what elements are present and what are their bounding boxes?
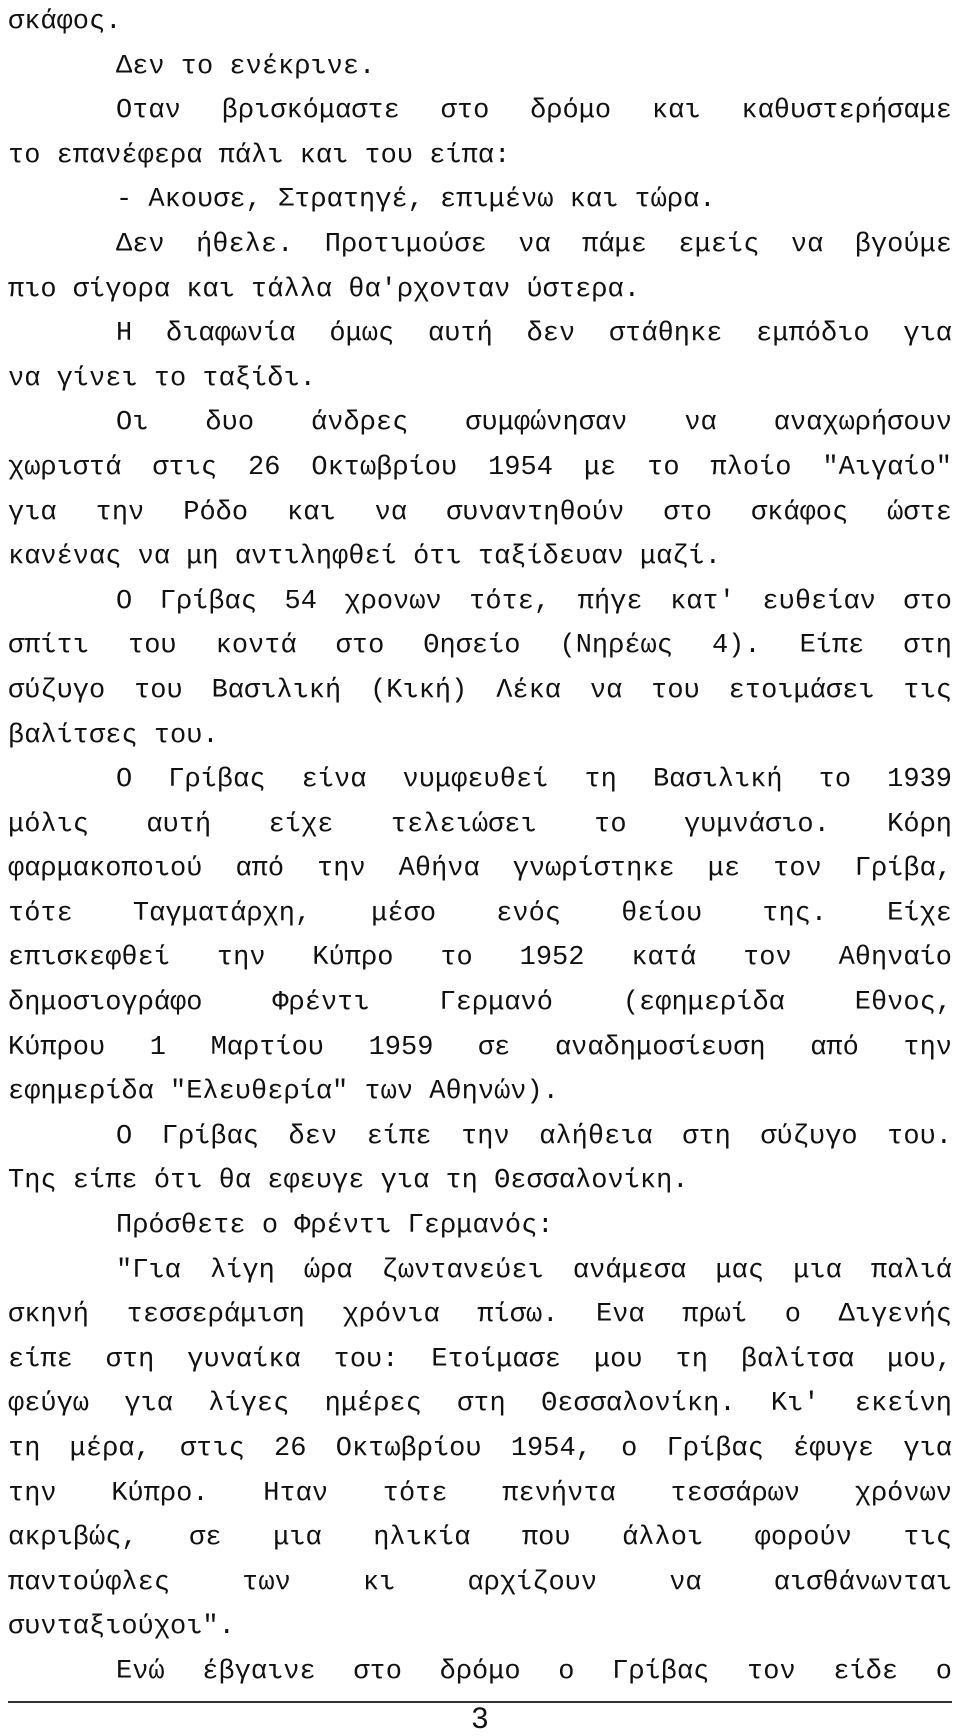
text-line: Δεν ήθελε. Προτιμούσε να πάμε εμείς να βγούμε [116,229,952,260]
text-line: τη μέρα, στις 26 Οκτωβρίου 1954, ο Γρίβας έφυγε για [8,1434,952,1464]
text-line: μόλις αυτή είχε τελειώσει το γυμνάσιο. Κόρη [8,809,952,840]
text-line: Ο Γρίβας 54 χρονων τότε, πήγε κατ' ευθείαν στο [116,586,952,617]
text-line: σκηνή τεσσεράμιση χρόνια πίσω. Ενα πρωί ο Διγενής [8,1300,952,1331]
text-line: το επανέφερα πάλι και του είπα: [8,140,511,171]
text-line: επισκεφθεί την Κύπρο το 1952 κατά τον Αθηναίο [8,943,952,974]
text-line: Κύπρου 1 Μαρτίου 1959 σε αναδημοσίευση από την [8,1032,952,1063]
text-line: - Ακουσε, Στρατηγέ, επιμένω και τώρα. [116,185,716,216]
text-line: την Κύπρο. Ηταν τότε πενήντα τεσσάρων χρόνων [8,1478,952,1509]
text-line: φεύγω για λίγες ημέρες στη Θεσσαλονίκη. Κι' εκείνη [8,1389,952,1420]
document-body [8,0,952,1695]
text-line: να γίνει το ταξίδι. [8,363,316,394]
text-line: πιο σίγορα και τάλλα θα'ρχονταν ύστερα. [8,274,640,305]
text-line: για την Ρόδο και να συναντηθούν στο σκάφος ώστε [8,497,952,528]
text-line: συνταξιούχοι". [8,1612,235,1643]
text-line: Οι δυο άνδρες συμφώνησαν να αναχωρήσουν [116,408,952,439]
text-line: σύζυγο του Βασιλική (Κική) Λέκα να του ετοιμάσει τις [8,675,952,706]
text-line: σκάφος. [8,7,122,37]
text-line: χωριστά στις 26 Οκτωβρίου 1954 με το πλοίο "Αιγαίο" [8,452,952,483]
text-line: Της είπε ότι θα εφευγε για τη Θεσσαλονίκη. [8,1166,689,1197]
text-line: παντούφλες των κι αρχίζουν να αισθάνωνται [8,1567,952,1598]
text-line: βαλίτσες του. [8,720,219,751]
text-line: Πρόσθετε ο Φρέντι Γερμανός: [116,1211,554,1242]
text-line: κανένας να μη αντιληφθεί ότι ταξίδευαν μαζί. [8,542,721,573]
text-line: "Για λίγη ώρα ζωντανεύει ανάμεσα μας μια παλιά [116,1255,952,1286]
text-line: είπε στη γυναίκα του: Ετοίμασε μου τη βαλίτσα μου, [8,1344,952,1375]
text-line: Ο Γρίβας είνα νυμφευθεί τη Βασιλική το 1939 [116,765,952,796]
text-line: Ενώ έβγαινε στο δρόμο ο Γρίβας τον είδε ο [116,1656,952,1687]
text-line: τότε Ταγματάρχη, μέσο ενός θείου της. Είχε [8,898,952,929]
text-line: φαρμακοποιού από την Αθήνα γνωρίστηκε με τον Γρίβα, [8,854,952,885]
text-line: Ο Γρίβας δεν είπε την αλήθεια στη σύζυγο του. [116,1121,952,1152]
text-line: ακριβώς, σε μια ηλικία που άλλοι φορούν τις [8,1523,952,1554]
text-line: εφημερίδα "Ελευθερία" των Αθηνών). [8,1077,559,1108]
page-number: 3 [471,1702,489,1735]
text-line: Η διαφωνία όμως αυτή δεν στάθηκε εμπόδιο για [116,319,952,350]
text-line: σπίτι του κοντά στο Θησείο (Νηρέως 4). Είπε στη [8,631,952,662]
text-line: δημοσιογράφο Φρέντι Γερμανό (εφημερίδα Εθνος, [8,988,952,1019]
text-line: Οταν βρισκόμαστε στο δρόμο και καθυστερήσαμε [116,96,952,127]
text-line: Δεν το ενέκρινε. [116,51,376,82]
